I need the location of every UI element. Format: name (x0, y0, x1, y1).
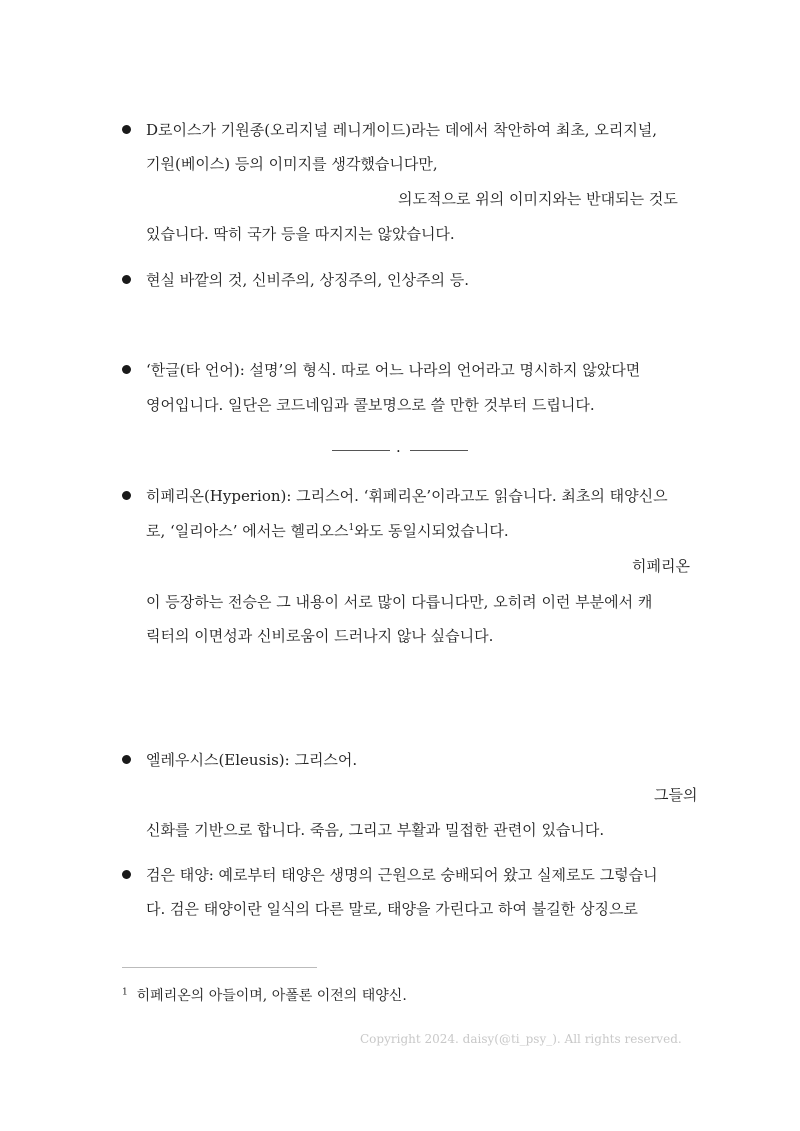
bullet-5-line-1: 엘레우시스(Eleusis): 그리스어. (146, 751, 358, 769)
bullet-1-line-1: D로이스가 기원종(오리지널 레니게이드)라는 데에서 착안하여 최초, 오리지널, (146, 121, 658, 139)
bullet-5-line-3: 신화를 기반으로 합니다. 죽음, 그리고 부활과 밀접한 관련이 있습니다. (146, 821, 605, 839)
bullet-1-line-2: 기원(베이스) 등의 이미지를 생각했습니다만, (146, 155, 438, 173)
footnote-rule (122, 967, 317, 968)
footnote (122, 986, 407, 1006)
footnote-marker: 1 (122, 987, 128, 998)
footnote-ref: 1 (348, 523, 355, 533)
bullet-4-line-4: 이 등장하는 전승은 그 내용이 서로 많이 다릅니다만, 오히려 이런 부분에서 캐 (146, 593, 653, 611)
separator-dot: · (396, 442, 401, 460)
bullet-4-line-2-part-1: 로, ‘일리아스’ 에서는 헬리오스 (146, 522, 349, 540)
bullet-4-line-2-part-2: 와도 동일시되었습니다. (354, 522, 509, 540)
bullet-6-line-1: 검은 태양: 예로부터 태양은 생명의 근원으로 숭배되어 왔고 실제로도 그렇습니 (146, 866, 658, 884)
bullet-3-line-2: 영어입니다. 일단은 코드네임과 콜보명으로 쓸 만한 것부터 드립니다. (146, 396, 595, 414)
separator-right (410, 450, 468, 451)
footnote-text: 히페리온의 아들이며, 아폴론 이전의 태양신. (136, 988, 407, 1004)
bullet-4-line-3: 히페리온 (632, 557, 690, 575)
bullet-3-line-1: ‘한글(타 언어): 설명’의 형식. 따로 어느 나라의 언어라고 명시하지 않았다면 (146, 361, 641, 379)
separator-left (332, 450, 390, 451)
bullet-1-line-3: 의도적으로 위의 이미지와는 반대되는 것도 (398, 190, 678, 208)
bullet-4-line-2 (146, 521, 509, 541)
bullet-icon (122, 870, 131, 879)
bullet-6-line-2: 다. 검은 태양이란 일식의 다른 말로, 태양을 가린다고 하여 불길한 상징으로 (146, 900, 638, 918)
bullet-icon (122, 491, 131, 500)
bullet-5-line-2: 그들의 (654, 786, 698, 804)
bullet-4-line-1: 히페리온(Hyperion): 그리스어. ‘휘페리온’이라고도 읽습니다. 최초의 태양신으 (146, 487, 668, 505)
bullet-icon (122, 755, 131, 764)
bullet-icon (122, 275, 131, 284)
bullet-1-line-4: 있습니다. 딱히 국가 등을 따지지는 않았습니다. (146, 225, 455, 243)
bullet-icon (122, 125, 131, 134)
bullet-4-line-5: 릭터의 이면성과 신비로움이 드러나지 않나 싶습니다. (146, 627, 494, 645)
copyright-text: Copyright 2024. daisy(@ti_psy_). All rights reserved. (360, 1032, 682, 1046)
bullet-2-line-1: 현실 바깥의 것, 신비주의, 상징주의, 인상주의 등. (146, 271, 469, 289)
bullet-icon (122, 365, 131, 374)
